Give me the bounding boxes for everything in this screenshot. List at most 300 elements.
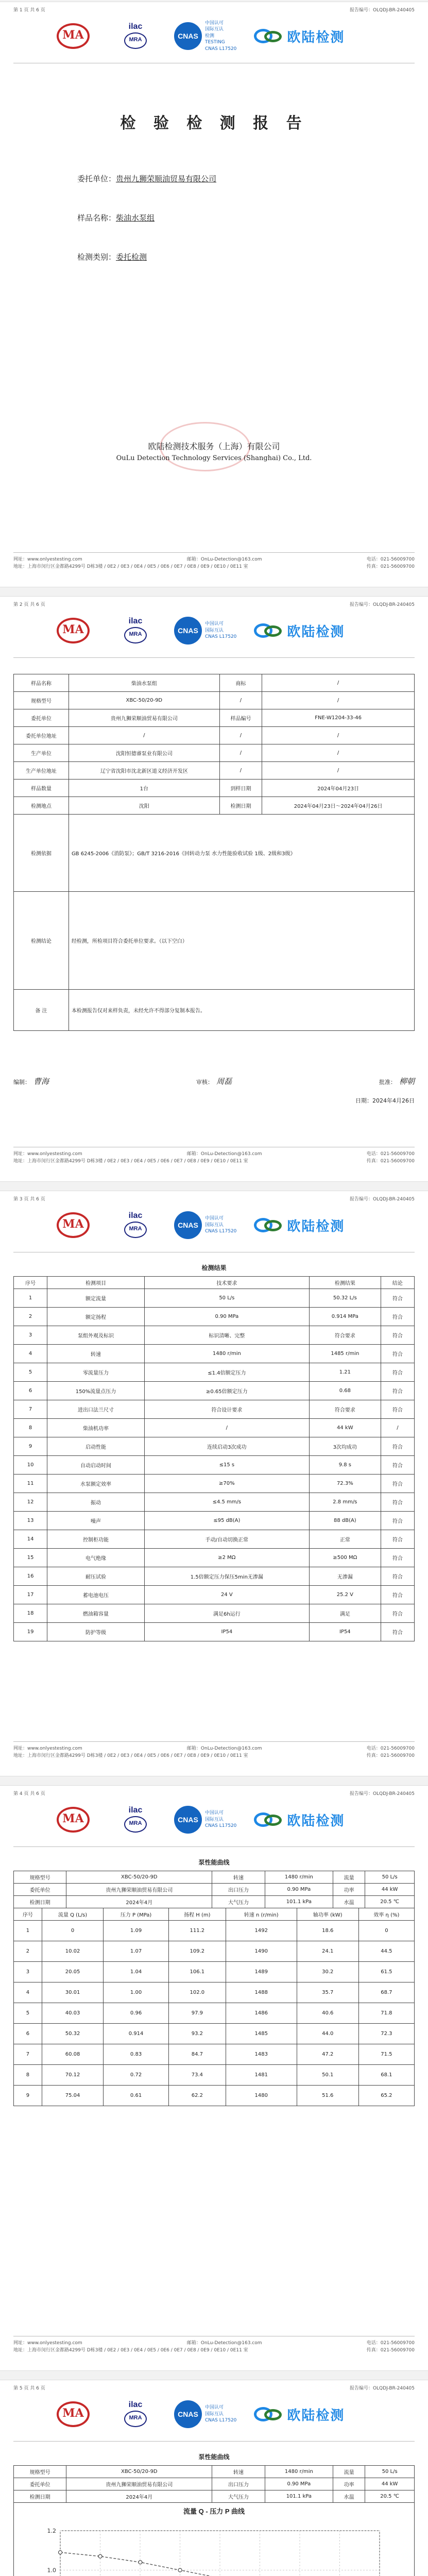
info-label: 生产单位 — [14, 744, 69, 762]
column-header: 序号 — [14, 1277, 47, 1289]
table-cell: 1488 — [226, 1982, 297, 2003]
performance-data-table — [13, 1908, 415, 2106]
meta-cell: 贵州九狮荣顺油贸易有限公司 — [66, 1884, 212, 1896]
table-cell: 2 — [14, 1941, 42, 1962]
table-cell: 88 dB(A) — [309, 1512, 381, 1530]
table-row — [14, 1512, 415, 1530]
meta-cell: 1480 r/min — [265, 2466, 333, 2478]
table-cell: 1489 — [226, 1962, 297, 1982]
table-row — [14, 1400, 415, 1419]
data-point — [98, 2554, 102, 2558]
test-conclusion: 经检测，所检项目符合委托单位要求。（以下空白） — [69, 892, 414, 990]
table-cell: ≥500 MΩ — [309, 1549, 381, 1567]
table-row — [14, 1567, 415, 1586]
table-row — [14, 2044, 415, 2065]
meta-cell: 规格型号 — [14, 1871, 66, 1884]
meta-cell: 0.90 MPa — [265, 2478, 333, 2490]
column-header: 技术要求 — [144, 1277, 309, 1289]
info-table: 样品名称 柴油水泵组 商标 / 规格型号 XBC-50/20-9D / / 委托单位 贵州九狮荣顺油贸易有限公司 样品编号 FNE-W1204-33-46 委托单位地址 / / / 生产单位 沈阳恒德睿泵业有限公司 / / 生产单位地址 辽宁省沈阳市沈北新区道义经济开发区 / / 样品数量 1台 到样日期 2024年04月23日 检测地点 沈阳 检测日期 2024年04月23日～2024年04月26日 检测依据 GB 6245-2006《消防泵》；GB/T 3216-2016《回转动力泵 水力性能验收试验 1级、2级和3级》 检测结论 经检测，所检项目符合委托单位要求。（以下空白） 备 注 本检测报告仅对来样负责，未经允许不得部分复制本报告。 — [13, 674, 415, 1031]
test-basis: GB 6245-2006《消防泵》；GB/T 3216-2016《回转动力泵 水力性能验收试验 1级、2级和3级》 — [69, 815, 414, 892]
oulu-logo: 欧陆检测 — [254, 26, 345, 46]
table-cell: 35.7 — [297, 1982, 358, 2003]
table-cell: 零流量压力 — [47, 1363, 145, 1382]
meta-cell: XBC-50/20-9D — [66, 2466, 212, 2478]
table-cell: 3次均成功 — [309, 1437, 381, 1456]
table-cell: 0.83 — [104, 2044, 169, 2065]
table-cell: 20.05 — [42, 1962, 103, 1982]
meta-cell: 贵州九狮荣顺油贸易有限公司 — [66, 2478, 212, 2490]
table-cell: 耐压试验 — [47, 1567, 145, 1586]
page-footer: 网址：www.onlyestesting.com 邮箱：OnLu-Detection@163.com 电话：021-56009700 地址：上海市闵行区金都路4299号 D栋3楼 / 0E2 / 0E3 / 0E4 / 0E5 / 0E6 / 0E7 / 0E8 / 0E9 / 0E10 / 0E11 室 传真：021-56009700 — [13, 552, 415, 580]
table-cell: 8 — [14, 2065, 42, 2086]
page-header: 第 2 页 共 6 页 报告编号：OLQDJ-BR-240405 MA ilac MRA CNAS 中国认可 国际互认 CNAS L17520 欧陆检测 — [13, 601, 415, 662]
meta-cell: 功率 — [333, 1884, 365, 1896]
table-cell: 72.3 — [358, 2024, 414, 2044]
table-cell: 水泵额定效率 — [47, 1475, 145, 1493]
table-cell: 25.2 V — [309, 1586, 381, 1604]
sample-name: 柴油水泵组 — [116, 213, 155, 223]
table-cell: 1.07 — [104, 1941, 169, 1962]
info-label: 到样日期 — [219, 779, 262, 797]
report-page-performance-data: 第 4 页 共 6 页 报告编号：OLQDJ-BR-240405 MA ilac MRA CNAS 中国认可 国际互认 CNAS L17520 欧陆检测 泵性能曲线 规格型号 XBC-50/20-9D 转速 1480 r/min 流量 50 L/s 委托单位 贵州九狮荣顺油贸易有限公司 出口压力 0.90 MPa 功率 44 kW 检测日期 2024年4月 大气压力 101.1 kPa 水温 20.5 ℃ 序号 流量 Q (L/s) 压力 P (MPa) 扬程 H (m) 转速 n (r/min) 轴功率 (kW) 效率 η (%) 1 0 1.09 111.2 1492 18.6 0 2 10.02 1.07 109.2 1490 24.1 44.5 3 20.05 1.04 106.1 1489 30.2 61.5 4 30.01 1.00 102.0 1488 35.7 68.7 5 40.03 0.96 97.9 1486 40.6 71.8 6 50.32 0.914 93.2 1485 44.0 72.3 7 60.08 0.83 84.7 1483 47.2 71.5 8 70.12 0.72 73.4 1481 50.1 68.1 9 75.04 0.61 62.2 1480 51.6 65.2 网址：www.onlyestesting.com 邮箱：OnLu-Detection@163.com 电话：021-56009700 地址：上海市闵行区金都路4299号 D栋3楼 / 0E2 / 0E3 / 0E4 / 0E5 / 0E6 / 0E7 / 0E8 / 0E9 / 0E10 / 0E11 室 传真：021-56009700 — [0, 1786, 428, 2370]
table-cell: 转速 — [47, 1345, 145, 1363]
table-cell: 噪声 — [47, 1512, 145, 1530]
table-cell: 符合 — [381, 1326, 414, 1345]
signature-row: 编制： 曹海 审核： 周磊 批准： 柳朝 — [13, 1077, 415, 1086]
table-row — [14, 1921, 415, 1941]
meta-cell: 转速 — [212, 1871, 265, 1884]
data-point — [139, 2561, 142, 2564]
table-cell: 0.914 MPa — [309, 1308, 381, 1326]
cover-fields: 委托单位：贵州九狮荣顺油贸易有限公司 样品名称：柴油水泵组 检测类别：委托检测 — [77, 174, 217, 262]
table-cell: 150%流量点压力 — [47, 1382, 145, 1400]
results-table — [13, 1276, 415, 1641]
table-cell: 60.08 — [42, 2044, 103, 2065]
info-value: 沈阳恒德睿泵业有限公司 — [69, 744, 219, 762]
info-value: 1台 — [69, 779, 219, 797]
table-cell: 1481 — [226, 2065, 297, 2086]
table-cell: 标识清晰、完整 — [144, 1326, 309, 1345]
performance-meta-table — [13, 1871, 415, 1908]
info-label: / — [219, 744, 262, 762]
table-cell: 连续启动3次成功 — [144, 1437, 309, 1456]
table-cell: 1492 — [226, 1921, 297, 1941]
table-cell: 9 — [14, 1437, 47, 1456]
table-cell: 正常 — [309, 1530, 381, 1549]
signature-approver: 柳朝 — [399, 1077, 415, 1086]
meta-cell: 44 kW — [365, 2478, 415, 2490]
column-header: 压力 P (MPa) — [104, 1908, 169, 1921]
table-cell: 106.1 — [168, 1962, 226, 1982]
column-header: 转速 n (r/min) — [226, 1908, 297, 1921]
report-page-performance-curve: 第 5 页 共 6 页 报告编号：OLQDJ-BR-240405 MA ilac MRA CNAS 中国认可 国际互认 CNAS L17520 欧陆检测 泵性能曲线 规格型号 XBC-50/20-9D 转速 1480 r/min 流量 50 L/s 委托单位 贵州九狮荣顺油贸易有限公司 出口压力 0.90 MPa 功率 44 kW 检测日期 2024年4月 大气压力 101.1 kPa 水温 20.5 ℃ 流量 Q - 压力 P 曲线 1.0 1.2 — [0, 2380, 428, 2576]
meta-cell: 委托单位 — [14, 2478, 66, 2490]
table-cell: 0.72 — [104, 2065, 169, 2086]
table-cell: 符合设计要求 — [144, 1400, 309, 1419]
table-cell: 符合 — [381, 1493, 414, 1512]
table-cell: 满足6h运行 — [144, 1604, 309, 1623]
cma-logo: MA — [49, 22, 97, 50]
table-cell: 24.1 — [297, 1941, 358, 1962]
results-title: 检测结果 — [201, 1264, 227, 1272]
table-cell: 柴油机功率 — [47, 1419, 145, 1437]
info-value: 辽宁省沈阳市沈北新区道义经济开发区 — [69, 762, 219, 779]
table-cell: 无渗漏 — [309, 1567, 381, 1586]
table-cell: 10.02 — [42, 1941, 103, 1962]
table-cell: 9 — [14, 2086, 42, 2106]
column-header: 流量 Q (L/s) — [42, 1908, 103, 1921]
table-cell: 0.68 — [309, 1382, 381, 1400]
table-cell: 符合 — [381, 1456, 414, 1475]
table-cell: 符合 — [381, 1400, 414, 1419]
meta-cell: 50 L/s — [365, 2466, 415, 2478]
table-row — [14, 1437, 415, 1456]
report-page-info: 第 2 页 共 6 页 报告编号：OLQDJ-BR-240405 MA ilac MRA CNAS 中国认可 国际互认 CNAS L17520 欧陆检测 样品名称 柴油水泵组 商标 / 规格型号 XBC-50/20-9D / / 委托单位 贵州九狮荣顺油贸易有限公司 样品编号 FNE-W1204-33-46 委托单位地址 / / / 生产单位 沈阳恒德睿泵业有限公司 / / 生产单位地址 辽宁省沈阳市沈北新区道义经济开发区 / / 样品数量 1台 到样日期 2024年04月23日 检测地点 沈阳 检测日期 2024年04月23日～2024年04月26日 检测依据 GB 6245-2006《消防泵》；GB/T 3216-2016《回转动力泵 水力性能验收试验 1级、2级和3级》 检测结论 经检测，所检项目符合委托单位要求。（以下空白） 备 注 本检测报告仅对来样负责，未经允许不得部分复制本报告。 编制： 曹海 审核： 周磊 批准： 柳朝 日期：2024年4月26日 网址：www.onlyestesting.com 邮箱：OnLu-Detection@163.com 电话：021-56009700 地址：上海市闵行区金都路4299号 D栋3楼 / 0E2 / 0E3 / 0E4 / 0E5 / 0E6 / 0E7 / 0E8 / 0E9 / 0E10 / 0E11 室 传真：021-56009700 — [0, 597, 428, 1181]
table-row — [14, 1623, 415, 1641]
performance-table-wrap: 泵性能曲线 规格型号 XBC-50/20-9D 转速 1480 r/min 流量 50 L/s 委托单位 贵州九狮荣顺油贸易有限公司 出口压力 0.90 MPa 功率 44 kW 检测日期 2024年4月 大气压力 101.1 kPa 水温 20.5 ℃ 序号 流量 Q (L/s) 压力 P (MPa) 扬程 H (m) 转速 n (r/min) 轴功率 (kW) 效率 η (%) 1 0 1.09 111.2 1492 18.6 0 2 10.02 1.07 109.2 1490 24.1 44.5 3 20.05 1.04 106.1 1489 30.2 61.5 4 30.01 1.00 102.0 1488 35.7 68.7 5 40.03 0.96 97.9 1486 40.6 71.8 6 50.32 0.914 93.2 1485 44.0 72.3 7 60.08 0.83 84.7 1483 47.2 71.5 8 70.12 0.72 73.4 1481 50.1 68.1 9 75.04 0.61 62.2 1480 51.6 65.2 — [13, 1858, 415, 2106]
info-value: / — [262, 674, 415, 692]
page-number: 第 1 页 共 6 页 — [13, 8, 45, 13]
meta-row — [14, 2478, 415, 2490]
table-cell: ≥2 MΩ — [144, 1549, 309, 1567]
table-cell: 24 V — [144, 1586, 309, 1604]
info-label: 规格型号 — [14, 692, 69, 709]
table-cell: 1480 r/min — [144, 1345, 309, 1363]
meta-cell: 功率 — [333, 2478, 365, 2490]
client-name: 贵州九狮荣顺油贸易有限公司 — [116, 174, 217, 183]
info-value: / — [262, 727, 415, 744]
meta-cell: 大气压力 — [212, 2490, 265, 2503]
meta-cell: 出口压力 — [212, 1884, 265, 1896]
table-cell: 防护等级 — [47, 1623, 145, 1641]
table-cell: 5 — [14, 1363, 47, 1382]
y-tick-label: 1.2 — [47, 2528, 56, 2534]
table-row — [14, 1456, 415, 1475]
table-cell: 0 — [358, 1921, 414, 1941]
table-row — [14, 1962, 415, 1982]
table-cell: 15 — [14, 1549, 47, 1567]
table-cell: 5 — [14, 2003, 42, 2024]
table-row — [14, 1493, 415, 1512]
info-label: 商标 — [219, 674, 262, 692]
table-row — [14, 2024, 415, 2044]
column-header: 效率 η (%) — [358, 1908, 414, 1921]
table-cell: 3 — [14, 1326, 47, 1345]
table-cell: 符合 — [381, 1345, 414, 1363]
table-cell: 44 kW — [309, 1419, 381, 1437]
info-value: XBC-50/20-9D — [69, 692, 219, 709]
table-cell: 102.0 — [168, 1982, 226, 2003]
info-value: 沈阳 — [69, 797, 219, 815]
table-cell: 44.5 — [358, 1941, 414, 1962]
table-cell: 振动 — [47, 1493, 145, 1512]
table-cell: IP54 — [144, 1623, 309, 1641]
meta-cell: 1480 r/min — [265, 1871, 333, 1884]
cnas-logo: CNAS 中国认可 国际互认 检测 TESTING CNAS L17520 — [174, 20, 236, 53]
report-title: 检 验 检 测 报 告 — [120, 114, 308, 132]
meta-row — [14, 1884, 415, 1896]
signature-editor: 曹海 — [33, 1077, 49, 1086]
info-row — [14, 709, 415, 727]
table-cell: 符合 — [381, 1623, 414, 1641]
table-cell: 12 — [14, 1493, 47, 1512]
table-cell: 0.90 MPa — [144, 1308, 309, 1326]
table-cell: 40.03 — [42, 2003, 103, 2024]
meta-cell: 出口压力 — [212, 2478, 265, 2490]
table-cell: 72.3% — [309, 1475, 381, 1493]
info-row — [14, 674, 415, 692]
info-label: / — [219, 727, 262, 744]
table-cell: 93.2 — [168, 2024, 226, 2044]
table-row — [14, 1382, 415, 1400]
table-cell: 额定流量 — [47, 1289, 145, 1308]
table-row — [14, 1586, 415, 1604]
table-cell: 1480 — [226, 2086, 297, 2106]
page-header — [13, 6, 415, 67]
table-cell: 8 — [14, 1419, 47, 1437]
table-cell: 自动启动时间 — [47, 1456, 145, 1475]
meta-cell: 2024年4月 — [66, 2490, 212, 2503]
info-row — [14, 727, 415, 744]
table-cell: 1485 — [226, 2024, 297, 2044]
table-cell: 泵组外观及标识 — [47, 1326, 145, 1345]
meta-cell: 流量 — [333, 1871, 365, 1884]
table-cell: 符合 — [381, 1549, 414, 1567]
info-label: 委托单位地址 — [14, 727, 69, 744]
table-row — [14, 2086, 415, 2106]
meta-cell: 2024年4月 — [66, 1896, 212, 1908]
table-cell: 6 — [14, 1382, 47, 1400]
table-cell: 1486 — [226, 2003, 297, 2024]
table-cell: 1.5倍额定压力保压5min无渗漏 — [144, 1567, 309, 1586]
table-cell: 19 — [14, 1623, 47, 1641]
table-cell: 手动/自动切换正常 — [144, 1530, 309, 1549]
table-cell: 73.4 — [168, 2065, 226, 2086]
table-cell: 符合 — [381, 1586, 414, 1604]
table-cell: 1 — [14, 1289, 47, 1308]
table-cell: 1.04 — [104, 1962, 169, 1982]
table-cell: 符合 — [381, 1308, 414, 1326]
table-cell: 7 — [14, 1400, 47, 1419]
meta-row — [14, 2490, 415, 2503]
report-page-cover — [0, 2, 428, 587]
meta-cell: 水温 — [333, 2490, 365, 2503]
meta-cell: 规格型号 — [14, 2466, 66, 2478]
table-cell: 0.914 — [104, 2024, 169, 2044]
table-cell: 0.61 — [104, 2086, 169, 2106]
meta-cell: 0.90 MPa — [265, 1884, 333, 1896]
table-cell: 71.5 — [358, 2044, 414, 2065]
info-value: FNE-W1204-33-46 — [262, 709, 415, 727]
info-row — [14, 797, 415, 815]
meta-cell: 50 L/s — [365, 1871, 415, 1884]
info-value: 柴油水泵组 — [69, 674, 219, 692]
table-cell: 68.7 — [358, 1982, 414, 2003]
meta-cell: 20.5 ℃ — [365, 2490, 415, 2503]
table-cell: ≥0.65倍额定压力 — [144, 1382, 309, 1400]
table-cell: 61.5 — [358, 1962, 414, 1982]
table-row — [14, 1475, 415, 1493]
chart-title: 流量 Q - 压力 P 曲线 — [183, 2507, 245, 2515]
table-cell: 额定扬程 — [47, 1308, 145, 1326]
table-cell: 1485 r/min — [309, 1345, 381, 1363]
table-row — [14, 1289, 415, 1308]
table-cell: 14 — [14, 1530, 47, 1549]
data-point — [178, 2568, 182, 2572]
table-cell: ≤15 s — [144, 1456, 309, 1475]
table-cell: 符合 — [381, 1512, 414, 1530]
test-type: 委托检测 — [116, 252, 147, 262]
table-cell: 84.7 — [168, 2044, 226, 2065]
table-cell: 75.04 — [42, 2086, 103, 2106]
table-cell: 2 — [14, 1308, 47, 1326]
table-row — [14, 1549, 415, 1567]
table-cell: 符合要求 — [309, 1400, 381, 1419]
meta-cell: 委托单位 — [14, 1884, 66, 1896]
table-cell: 0 — [42, 1921, 103, 1941]
table-cell: 符合 — [381, 1437, 414, 1456]
meta-cell: XBC-50/20-9D — [66, 1871, 212, 1884]
table-cell: / — [144, 1419, 309, 1437]
table-cell: 4 — [14, 1345, 47, 1363]
curve-section: 泵性能曲线 规格型号 XBC-50/20-9D 转速 1480 r/min 流量 50 L/s 委托单位 贵州九狮荣顺油贸易有限公司 出口压力 0.90 MPa 功率 44 kW 检测日期 2024年4月 大气压力 101.1 kPa 水温 20.5 ℃ 流量 Q - 压力 P 曲线 1.0 1.2 — [13, 2452, 415, 2576]
table-cell: 符合 — [381, 1530, 414, 1549]
pq-chart — [14, 2520, 414, 2576]
table-row — [14, 1604, 415, 1623]
info-label: / — [219, 692, 262, 709]
table-cell: 40.6 — [297, 2003, 358, 2024]
table-cell: 进出口法兰尺寸 — [47, 1400, 145, 1419]
column-header: 结论 — [381, 1277, 414, 1289]
meta-row — [14, 1896, 415, 1908]
data-point — [59, 2551, 62, 2554]
meta-cell: 101.1 kPa — [265, 1896, 333, 1908]
table-cell: 3 — [14, 1962, 42, 1982]
column-header: 检测结果 — [309, 1277, 381, 1289]
table-cell: 50.32 — [42, 2024, 103, 2044]
table-cell: 18.6 — [297, 1921, 358, 1941]
info-label: 样品编号 — [219, 709, 262, 727]
report-page-results: 第 3 页 共 6 页 报告编号：OLQDJ-BR-240405 MA ilac MRA CNAS 中国认可 国际互认 CNAS L17520 欧陆检测 检测结果 序号 检测项目 技术要求 检测结果 结论 1 额定流量 50 L/s 50.32 L/s 符合 2 额定扬程 0.90 MPa 0.914 MPa 符合 3 泵组外观及标识 标识清晰、完整 符合要求 符合 4 转速 1480 r/min 1485 r/min 符合 5 零流量压力 ≤1.4倍额定压力 1.21 符合 6 150%流量点压力 ≥0.65倍额定压力 0.68 符合 7 进出口法兰尺寸 符合设计要求 符合要求 符合 8 柴油机功率 / 44 kW / 9 启动性能 连续启动3次成功 3次均成功 符合 10 自动启动时间 ≤15 s 9.8 s 符合 11 水泵额定效率 ≥70% 72.3% 符合 12 振动 ≤4.5 mm/s 2.8 mm/s 符合 13 噪声 ≤95 dB(A) 88 dB(A) 符合 14 控制柜功能 手动/自动切换正常 正常 符合 15 电气绝缘 ≥2 MΩ ≥500 MΩ 符合 16 耐压试验 1.5倍额定压力保压5min无渗漏 无渗漏 符合 17 蓄电池电压 24 V 25.2 V 符合 18 燃油箱容量 满足6h运行 满足 符合 19 防护等级 IP54 IP54 符合 网址：www.onlyestesting.com 邮箱：OnLu-Detection@163.com 电话：021-56009700 地址：上海市闵行区金都路4299号 D栋3楼 / 0E2 / 0E3 / 0E4 / 0E5 / 0E6 / 0E7 / 0E8 / 0E9 / 0E10 / 0E11 室 传真：021-56009700 — [0, 1191, 428, 1776]
table-cell: 1.00 — [104, 1982, 169, 2003]
table-cell: 电气绝缘 — [47, 1549, 145, 1567]
table-cell: ≤1.4倍额定压力 — [144, 1363, 309, 1382]
signature-reviewer: 周磊 — [216, 1077, 232, 1086]
table-cell: 13 — [14, 1512, 47, 1530]
info-row — [14, 762, 415, 779]
table-cell: 50 L/s — [144, 1289, 309, 1308]
ilac-mra-logo: ilac MRA — [114, 22, 157, 50]
meta-cell: 水温 — [333, 1896, 365, 1908]
table-cell: 109.2 — [168, 1941, 226, 1962]
chart-container — [13, 2502, 415, 2576]
info-value: / — [69, 727, 219, 744]
info-label: 检测地点 — [14, 797, 69, 815]
meta-cell: 转速 — [212, 2466, 265, 2478]
table-row — [14, 1419, 415, 1437]
table-row — [14, 2065, 415, 2086]
table-cell: 111.2 — [168, 1921, 226, 1941]
table-cell: 1483 — [226, 2044, 297, 2065]
info-label: 样品名称 — [14, 674, 69, 692]
table-cell: 16 — [14, 1567, 47, 1586]
table-row — [14, 1326, 415, 1345]
table-row — [14, 1982, 415, 2003]
table-row — [14, 1363, 415, 1382]
info-row — [14, 779, 415, 797]
table-cell: 1490 — [226, 1941, 297, 1962]
info-value: 2024年04月23日～2024年04月26日 — [262, 797, 415, 815]
info-label: 检测日期 — [219, 797, 262, 815]
info-value: / — [262, 762, 415, 779]
table-cell: 启动性能 — [47, 1437, 145, 1456]
table-row — [14, 1308, 415, 1326]
table-cell: 10 — [14, 1456, 47, 1475]
table-cell: 控制柜功能 — [47, 1530, 145, 1549]
meta-row — [14, 1871, 415, 1884]
meta-row — [14, 2466, 415, 2478]
meta-cell: 20.5 ℃ — [365, 1896, 415, 1908]
table-cell: 符合 — [381, 1604, 414, 1623]
table-cell: 50.1 — [297, 2065, 358, 2086]
issuing-org: 欧陆检测技术服务（上海）有限公司 OuLu Detection Technology Services (Shanghai) Co., Ltd. — [116, 442, 312, 462]
info-label: 委托单位 — [14, 709, 69, 727]
table-cell: 51.6 — [297, 2086, 358, 2106]
table-cell: 2.8 mm/s — [309, 1493, 381, 1512]
y-tick-label: 1.0 — [47, 2567, 56, 2574]
meta-cell: 流量 — [333, 2466, 365, 2478]
table-cell: 符合要求 — [309, 1326, 381, 1345]
column-header: 扬程 H (m) — [168, 1908, 226, 1921]
table-cell: ≥70% — [144, 1475, 309, 1493]
table-cell: 符合 — [381, 1567, 414, 1586]
table-cell: 6 — [14, 2024, 42, 2044]
table-cell: 70.12 — [42, 2065, 103, 2086]
table-cell: 4 — [14, 1982, 42, 2003]
meta-cell: 大气压力 — [212, 1896, 265, 1908]
info-value: / — [262, 744, 415, 762]
table-cell: 符合 — [381, 1289, 414, 1308]
table-cell: 符合 — [381, 1382, 414, 1400]
table-cell: 7 — [14, 2044, 42, 2065]
column-header: 轴功率 (kW) — [297, 1908, 358, 1921]
info-row — [14, 744, 415, 762]
table-cell: 0.96 — [104, 2003, 169, 2024]
report-number: 报告编号：OLQDJ-BR-240405 — [349, 8, 415, 13]
table-cell: 47.2 — [297, 2044, 358, 2065]
column-header: 检测项目 — [47, 1277, 145, 1289]
info-label: 样品数量 — [14, 779, 69, 797]
logo-strip — [49, 18, 394, 55]
meta-cell: 101.1 kPa — [265, 2490, 333, 2503]
table-cell: ≤4.5 mm/s — [144, 1493, 309, 1512]
table-cell: 30.2 — [297, 1962, 358, 1982]
table-cell: 蓄电池电压 — [47, 1586, 145, 1604]
meta-cell: 检测日期 — [14, 2490, 66, 2503]
table-row — [14, 1345, 415, 1363]
meta-cell: 检测日期 — [14, 1896, 66, 1908]
table-cell: 65.2 — [358, 2086, 414, 2106]
meta-cell: 44 kW — [365, 1884, 415, 1896]
table-cell: 71.8 — [358, 2003, 414, 2024]
table-cell: 97.9 — [168, 2003, 226, 2024]
info-table-wrap — [13, 674, 415, 1031]
info-label: 生产单位地址 — [14, 762, 69, 779]
info-value: 2024年04月23日 — [262, 779, 415, 797]
table-cell: 30.01 — [42, 1982, 103, 2003]
table-cell: 1 — [14, 1921, 42, 1941]
table-cell: 1.09 — [104, 1921, 169, 1941]
